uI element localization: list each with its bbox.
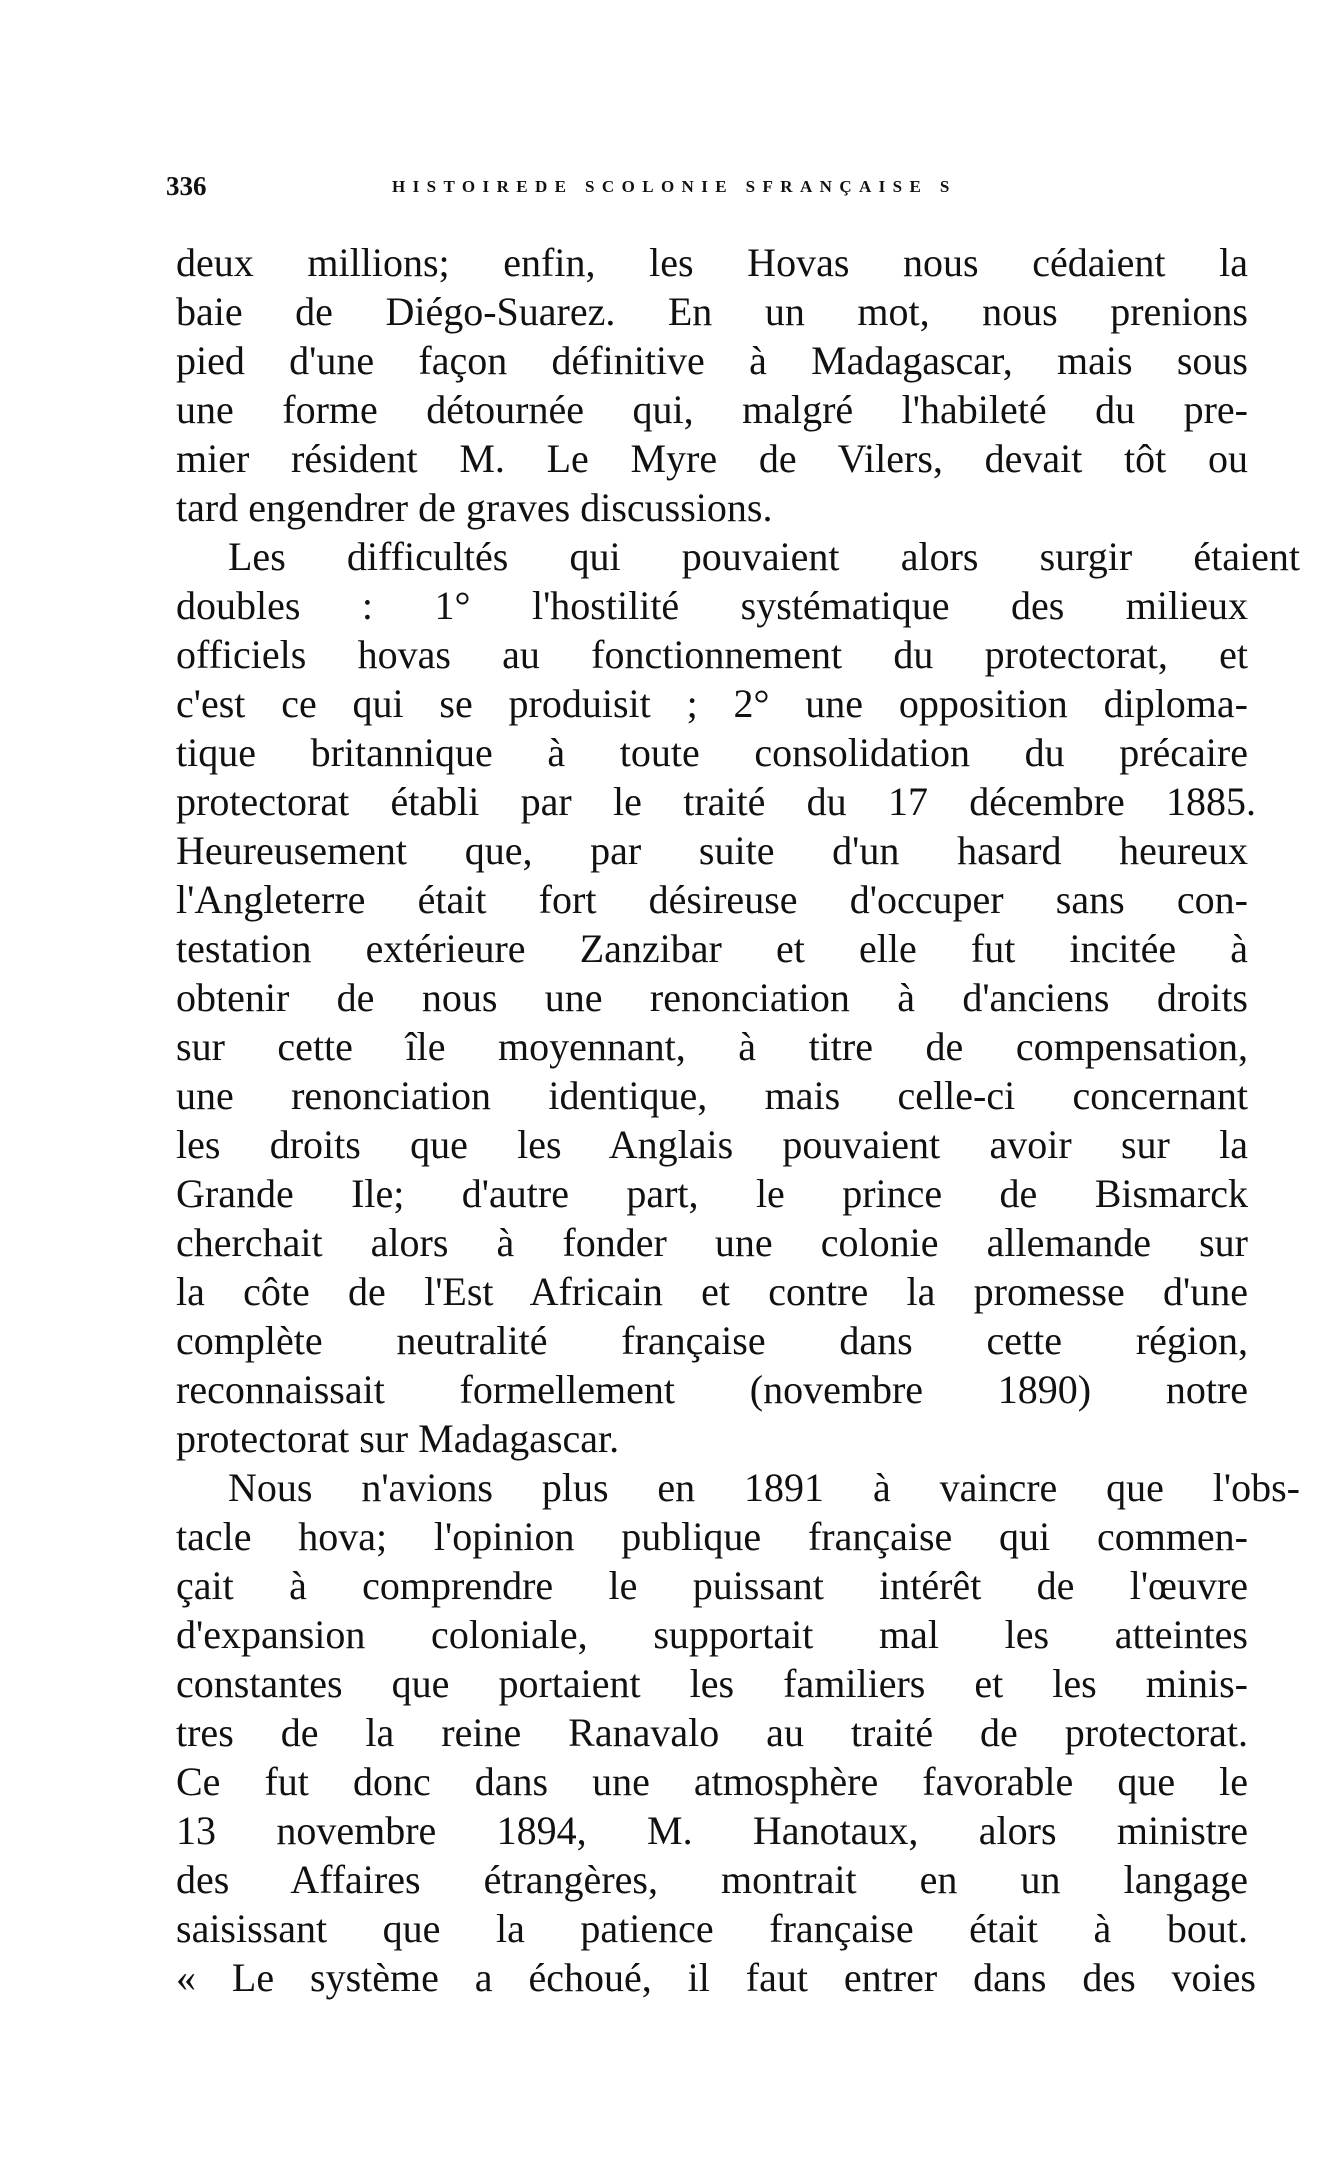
text-line: tres de la reine Ranavalo au traité de protectorat. <box>176 1710 1248 1755</box>
text-line: mier résident M. Le Myre de Vilers, devait tôt ou <box>176 436 1248 481</box>
text-line: d'expansion coloniale, supportait mal les atteintes <box>176 1612 1248 1657</box>
text-line: officiels hovas au fonctionnement du protectorat, et <box>176 632 1248 677</box>
text-line: tique britannique à toute consolidation du précaire <box>176 730 1248 775</box>
text-line: obtenir de nous une renonciation à d'anciens droits <box>176 975 1248 1020</box>
text-line: l'Angleterre était fort désireuse d'occuper sans con- <box>176 877 1248 922</box>
text-line: Ce fut donc dans une atmosphère favorable que le <box>176 1759 1248 1804</box>
text-line: protectorat sur Madagascar. <box>176 1416 620 1461</box>
text-line: « Le système a échoué, il faut entrer dans des voies <box>176 1955 1256 2000</box>
text-line: constantes que portaient les familiers et les minis- <box>176 1661 1248 1706</box>
text-line: tacle hova; l'opinion publique française qui commen- <box>176 1514 1248 1559</box>
text-line: reconnaissait formellement (novembre 1890) notre <box>176 1367 1248 1412</box>
text-line: une renonciation identique, mais celle-ci concernant <box>176 1073 1248 1118</box>
text-line: doubles : 1° l'hostilité systématique des milieux <box>176 583 1248 628</box>
text-line: testation extérieure Zanzibar et elle fut incitée à <box>176 926 1248 971</box>
text-line: les droits que les Anglais pouvaient avoir sur la <box>176 1122 1248 1167</box>
text-line: Grande Ile; d'autre part, le prince de Bismarck <box>176 1171 1248 1216</box>
body-text <box>176 238 1300 2002</box>
text-line: protectorat établi par le traité du 17 décembre 1885. <box>176 779 1256 824</box>
text-line: 13 novembre 1894, M. Hanotaux, alors ministre <box>176 1808 1248 1853</box>
page-header <box>166 168 1026 208</box>
text-line: pied d'une façon définitive à Madagascar, mais sous <box>176 338 1248 383</box>
text-line: çait à comprendre le puissant intérêt de l'œuvre <box>176 1563 1248 1608</box>
text-line: deux millions; enfin, les Hovas nous cédaient la <box>176 240 1248 285</box>
text-line: la côte de l'Est Africain et contre la promesse d'une <box>176 1269 1248 1314</box>
text-line: c'est ce qui se produisit ; 2° une opposition diploma- <box>176 681 1248 726</box>
text-line: baie de Diégo-Suarez. En un mot, nous prenions <box>176 289 1248 334</box>
text-line: Nous n'avions plus en 1891 à vaincre que l'obs- <box>228 1465 1300 1510</box>
running-title: HISTOIREDE SCOLONIE SFRANÇAISE S <box>392 177 957 196</box>
text-line: sur cette île moyennant, à titre de compensation, <box>176 1024 1248 1069</box>
text-line: tard engendrer de graves discussions. <box>176 485 773 530</box>
text-line: des Affaires étrangères, montrait en un langage <box>176 1857 1248 1902</box>
text-line: saisissant que la patience française était à bout. <box>176 1906 1248 1951</box>
page-number: 336 <box>166 171 207 201</box>
text-line: cherchait alors à fonder une colonie allemande sur <box>176 1220 1248 1265</box>
text-line: Heureusement que, par suite d'un hasard heureux <box>176 828 1248 873</box>
text-line: une forme détournée qui, malgré l'habileté du pre- <box>176 387 1248 432</box>
text-line: Les difficultés qui pouvaient alors surgir étaient <box>228 534 1300 579</box>
text-line: complète neutralité française dans cette région, <box>176 1318 1248 1363</box>
